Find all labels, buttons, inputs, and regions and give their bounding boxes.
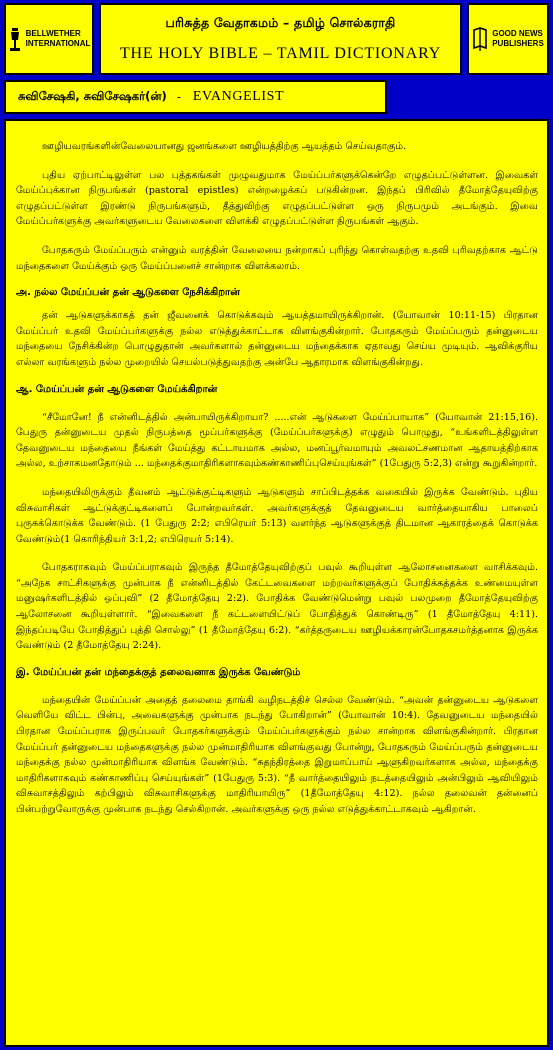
paragraph-7: போதகராகவும் மேய்ப்பராகவும் இருந்த தீமோத்தேயுவிற்குப் பவுல் கூறியுள்ள ஆலோசனைகளை வாசிக்கவும். “அநேக சாட்சிகளுக்கு முன்பாக நீ என்னிடத்தில் கேட்டவைகளை மற்றவர்களுக்குப் போதிக்கத்தக்க உண்மையுள்ள மனுஷர்களிடத்தில் ஒப்புவி” (2 தீமோத்தேயு 2:2). போதிக்க வேண்டுமென்று பவுல் பலமுறை தீமோத்தேயுவிற்கு ஆலோசனை கூறியுள்ளார். “இவைகளை நீ கட்டளையிட்டுப் போதித்துக் கொண்டிரு” (1 தீமோத்தேயு 4:11). இந்தப்படியே போதித்துப் புத்தி சொல்லு” (1 தீமோத்தேயு 6:2). “கர்த்தருடைய ஊழியக்காரன்போதகசமர்த்தனாக இருக்க வேண்டும் (2 தீமோத்தேயு 2:24). — [16, 562, 538, 652]
book-icon — [472, 26, 488, 52]
section-heading-a: அ. நல்ல மேய்ப்பன் தன் ஆடுகளை நேசிக்கிறான் — [16, 287, 240, 299]
bellwether-logo-line1: BELLWETHER — [25, 29, 81, 38]
lamp-icon — [8, 26, 22, 52]
section-heading-b: ஆ. மேய்ப்பன் தன் ஆடுகளை மேய்க்கிறான் — [16, 383, 218, 395]
entry-term-tamil: சுவிசேஷகி, சுவிசேஷகர்(ன்) — [18, 89, 167, 103]
entry-separator: - — [176, 90, 181, 104]
good-news-logo — [467, 3, 549, 75]
title-english: THE HOLY BIBLE – TAMIL DICTIONARY — [119, 45, 442, 62]
good-news-logo-line1: GOOD NEWS — [492, 29, 543, 38]
paragraph-6: மந்தையிலிருக்கும் தீவனம் ஆட்டுக்குட்டிகளும் ஆடுகளும் சாப்பிடத்தக்க வகையில் இருக்க வேண்டும். புதிய விசுவாசிகள் ஆட்டுக்குட்டிகளைப் போன்றவர்கள். அவர்களுக்குத் தேவனுடைய வார்த்தையாகிய பாலைப் புருசுக்கொடுக்க வேண்டும். (1 பேதுரு 2:2; எபிரெயர் 5:13) வளர்ந்த ஆடுகளுக்குத் திடமான ஆகாரத்தைக் கொடுக்க வேண்டும்(1 கொரிந்தியர் 3:1,2; எபிரெயர் 5:14). — [16, 486, 538, 545]
good-news-logo-line2: PUBLISHERS — [492, 39, 544, 48]
entry-heading — [4, 80, 387, 114]
bellwether-logo-row — [8, 26, 91, 52]
paragraph-5: “சீமோனே! நீ என்னிடத்தில் அன்பாயிருக்கிறாயா? .....என் ஆடுகளை மேய்ப்பாயாக” (யோவான் 21:15,16). பேதுரு தன்னுடைய முதல் நிருபத்தை மூப்பர்களுக்கு (மேய்ப்பர்களுக்கு) எழுதும் பொழுது, “உங்களிடத்திலுள்ள தேவனுடைய மந்தையை நீங்கள் மேய்த்து கட்டாயமாக அல்ல, மனப்பூர்வமாயும் அவலட்சணமான ஆதாயத்திற்காக அல்ல, உற்சாகமனதோடும் ... மந்தைக்குமாதிரிகளாகவும்கண்காணிப்புசெய்யுங்கள்” (1பேதுரு 5:2,3) என்று கூறுகின்றார். — [16, 411, 538, 470]
good-news-logo-row — [472, 26, 544, 52]
paragraph-3: போதகரும் மேய்ப்பரும் என்னும் வரத்தின் வேலையை நன்றாகப் புரிந்து கொள்வதற்கு உதவி புரிவதற்காக ஆட்டு மந்தைகளை மேய்க்கும் ஒரு மேய்ப்பனைச் சான்றாக விளக்கலாம். — [16, 244, 538, 272]
paragraph-2: புதிய ஏற்பாட்டிலுள்ள பல புத்தகங்கள் முழுவதுமாக மேய்ப்பர்களுக்கென்றே எழுதப்பட்டுள்ளன. இவைகள் மேய்ப்புக்கான நிருபங்கள் (pastoral epistles) என்றழைக்கப் படுகின்றன. இந்தப் பிரிவில் தீமோத்தேயுவிற்கு எழுதப்பட்டுள்ள இரண்டு நிருபங்களும், தீத்துவிற்கு எழுதப்பட்டுள்ள ஒரு நிருபமும் அடங்கும். இவை மேய்ப்பர்களுக்கு அவர்களுடைய வேலைகளை விளக்கி எழுதப்பட்டுள்ள நிருபங்கள் ஆகும். — [16, 169, 538, 228]
bellwether-logo-line2: INTERNATIONAL — [25, 39, 91, 48]
title-tamil: பரிசுத்த வேதாகமம் – தமிழ் சொல்கராதி — [165, 15, 396, 30]
bellwether-logo-text — [26, 29, 91, 49]
paragraph-4: தன் ஆடுகளுக்காகத் தன் ஜீவனைக் கொடுக்கவும் ஆயத்தமாயிருக்கிறான். (யோவான் 10:11-15) பிரதான மேய்ப்பர் உதவி மேய்ப்பர்களுக்கு நல்ல எடுத்துக்காட்டாக விளங்குகின்றார். போதகரும் மேய்ப்பரும் தன்னுடைய மந்தையை நேசிக்கின்ற பொழுதுதான் அவர்களால் தன்னுடைய மந்தைக்காக ஏதாவது செய்ய முடியும். ஆவிக்குரிய எல்லா வரங்களும் நல்ல முறையில் செயல்படுத்துவதற்கு அன்பே ஆதாரமாக விளங்குகின்றது. — [16, 310, 538, 368]
section-heading-c: இ. மேய்ப்பன் தன் மந்தைக்குத் தலைவனாக இருக்க வேண்டும் — [16, 666, 301, 678]
entry-body — [4, 119, 549, 1047]
entry-term-english: EVANGELIST — [192, 89, 285, 104]
title-banner — [99, 3, 462, 75]
paragraph-8: மந்தையின் மேய்ப்பன் அதைத் தலைமை தாங்கி வழிநடத்திச் செல்ல வேண்டும். “அவன் தன்னுடைய ஆடுகளை வெளியே விட்ட பின்பு, அவைகளுக்கு முன்பாக நடந்து போகிறான்” (யோவான் 10:4). தேவனுடைய மந்தையில் பிரதான மேய்ப்பராக இருப்பவர் போதகர்களுக்கும் மேய்ப்பர்களுக்கும் நல்ல சான்றாக விளங்குகின்றார். பிரதான மேய்ப்பர் தன்னுடைய மந்தைகளுக்கு நல்ல முன்மாதிரியாக விளங்குவது போன்று, போதகரும் மேய்ப்பரும் தன்னுடைய மந்தைக்கு நல்ல முன்மாதிரியாக விளங்க வேண்டும். “சுதந்திரத்தை இறுமாப்பாய் ஆளுகிறவர்களாக அல்ல, மந்தைக்கு மாதிரிகளாகவும் கண்காணிப்பு செய்யுங்கள்” (1பேதுரு 5:3). “நீ வார்த்தையிலும் நடத்தையிலும் அன்பிலும் ஆவியிலும் விசுவாசத்திலும் கற்பிலும் விசுவாசிகளுக்கு மாதிரியாயிரு” (1தீமோத்தேயு 4:12). நல்ல தலைவன் தன்னைப் பின்பற்றுவோருக்கு முன்பாக நடந்து செல்கிறான். அவர்களுக்கு ஒரு நல்ல எடுத்துக்காட்டாகவும் ஆகிறான். — [16, 694, 538, 815]
bellwether-logo — [4, 3, 94, 75]
paragraph-1: ஊழியவரங்களின்வேலையானது ஜனங்களை ஊழியத்திற்கு ஆயத்தம் செய்வதாகும். — [42, 141, 407, 152]
good-news-logo-text — [492, 29, 544, 49]
